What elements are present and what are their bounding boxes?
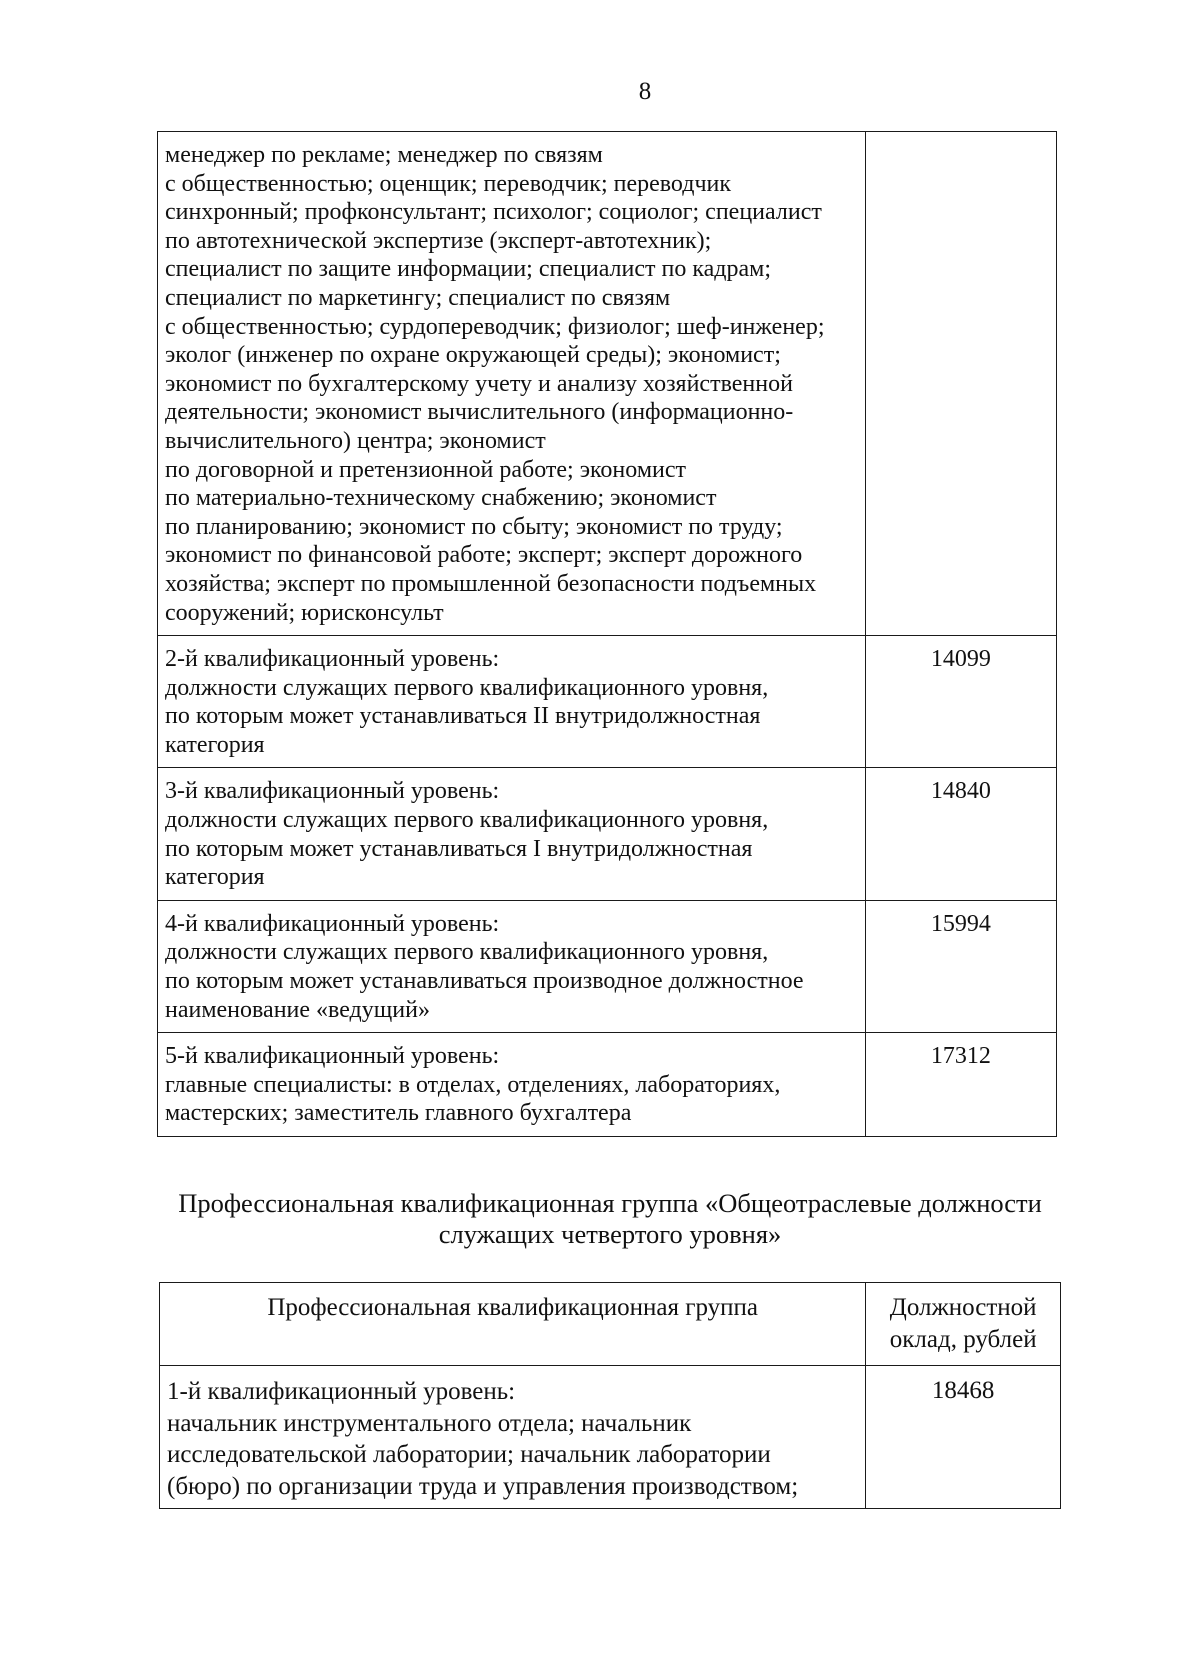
description-line: специалист по защите информации; специалист по кадрам;	[165, 256, 772, 283]
description-line: по которым может устанавливаться II внутридолжностная	[165, 703, 761, 730]
description-line: по материально-техническому снабжению; экономист	[165, 485, 717, 512]
description-line: мастерских; заместитель главного бухгалтера	[165, 1100, 632, 1127]
header-salary-label: Должностной	[889, 1294, 1037, 1321]
description-line: категория	[165, 864, 265, 891]
table-row	[158, 768, 1057, 900]
description-line: 2-й квалификационный уровень:	[165, 646, 500, 673]
salary-table-fourth-level	[159, 1282, 1061, 1509]
salary-value-cell: 14099	[865, 636, 1056, 768]
qualification-description-cell	[158, 900, 866, 1032]
description-line: по планированию; экономист по сбыту; экономист по труду;	[165, 513, 783, 540]
table-row	[158, 132, 1057, 636]
salary-value-cell: 18468	[866, 1366, 1061, 1509]
header-group-column	[160, 1283, 866, 1366]
description-line: исследовательской лаборатории; начальник лаборатории	[167, 1441, 771, 1468]
salary-table-body	[158, 132, 1057, 1137]
description-line: по автотехнической экспертизе (эксперт-автотехник);	[165, 227, 712, 254]
description-line: с общественностью; сурдопереводчик; физиолог; шеф-инженер;	[165, 313, 825, 340]
description-line: по договорной и претензионной работе; экономист	[165, 456, 686, 483]
table-row	[160, 1366, 1061, 1509]
section-title-line: Профессиональная квалификационная группа «Общеотраслевые должности	[178, 1188, 1042, 1218]
description-line: вычислительного) центра; экономист	[165, 427, 546, 454]
description-line: по которым может устанавливаться производное должностное	[165, 968, 804, 995]
description-line: должности служащих первого квалификационного уровня,	[165, 939, 769, 966]
description-line: категория	[165, 731, 265, 758]
qualification-description-cell	[160, 1366, 866, 1509]
table-row	[158, 900, 1057, 1032]
qualification-description-cell	[158, 768, 866, 900]
description-line: начальник инструментального отдела; начальник	[167, 1409, 692, 1437]
salary-value-cell: 14840	[865, 768, 1056, 900]
salary-table-body	[160, 1366, 1061, 1509]
description-line: экономист по финансовой работе; эксперт; эксперт дорожного	[165, 542, 803, 569]
description-line: с общественностью; оценщик; переводчик; переводчик	[165, 170, 732, 197]
header-salary-label: оклад, рублей	[889, 1325, 1037, 1353]
description-line: должности служащих первого квалификационного уровня,	[165, 807, 769, 834]
salary-value-cell: 15994	[865, 900, 1056, 1032]
page-number: 8	[638, 78, 652, 105]
qualification-description-cell	[158, 636, 866, 768]
salary-table-continued	[157, 131, 1057, 1137]
description-line: главные специалисты: в отделах, отделениях, лабораториях,	[165, 1071, 781, 1098]
header-salary-column	[866, 1283, 1061, 1366]
description-line: должности служащих первого квалификационного уровня,	[165, 674, 769, 701]
description-line: эколог (инженер по охране окружающей среды); экономист;	[165, 342, 781, 369]
description-line: наименование «ведущий»	[165, 996, 430, 1023]
table-header-row	[160, 1283, 1061, 1366]
description-line: специалист по маркетингу; специалист по связям	[165, 284, 671, 311]
qualification-description-cell	[158, 132, 866, 636]
table-row	[158, 1033, 1057, 1137]
description-line: сооружений; юрисконсульт	[165, 599, 444, 626]
description-line: деятельности; экономист вычислительного (информационно-	[165, 399, 794, 426]
description-line: экономист по бухгалтерскому учету и анализу хозяйственной	[165, 370, 793, 397]
qualification-description-cell	[158, 1033, 866, 1137]
description-line: 4-й квалификационный уровень:	[165, 910, 500, 937]
description-line: 1-й квалификационный уровень:	[167, 1378, 516, 1405]
description-line: 3-й квалификационный уровень:	[165, 778, 500, 805]
description-line: (бюро) по организации труда и управления производством;	[167, 1472, 799, 1500]
description-line: по которым может устанавливаться I внутридолжностная	[165, 835, 753, 862]
description-line: синхронный; профконсультант; психолог; социолог; специалист	[165, 199, 822, 226]
description-line: менеджер по рекламе; менеджер по связям	[165, 142, 603, 168]
salary-value-cell	[865, 132, 1056, 636]
section-title-line: служащих четвертого уровня»	[438, 1219, 782, 1249]
description-line: хозяйства; эксперт по промышленной безопасности подъемных	[165, 570, 817, 597]
salary-value-cell: 17312	[865, 1033, 1056, 1137]
section-title	[150, 1188, 1070, 1250]
table-row	[158, 636, 1057, 768]
header-group-label: Профессиональная квалификационная группа	[267, 1294, 759, 1321]
description-line: 5-й квалификационный уровень:	[165, 1043, 500, 1070]
